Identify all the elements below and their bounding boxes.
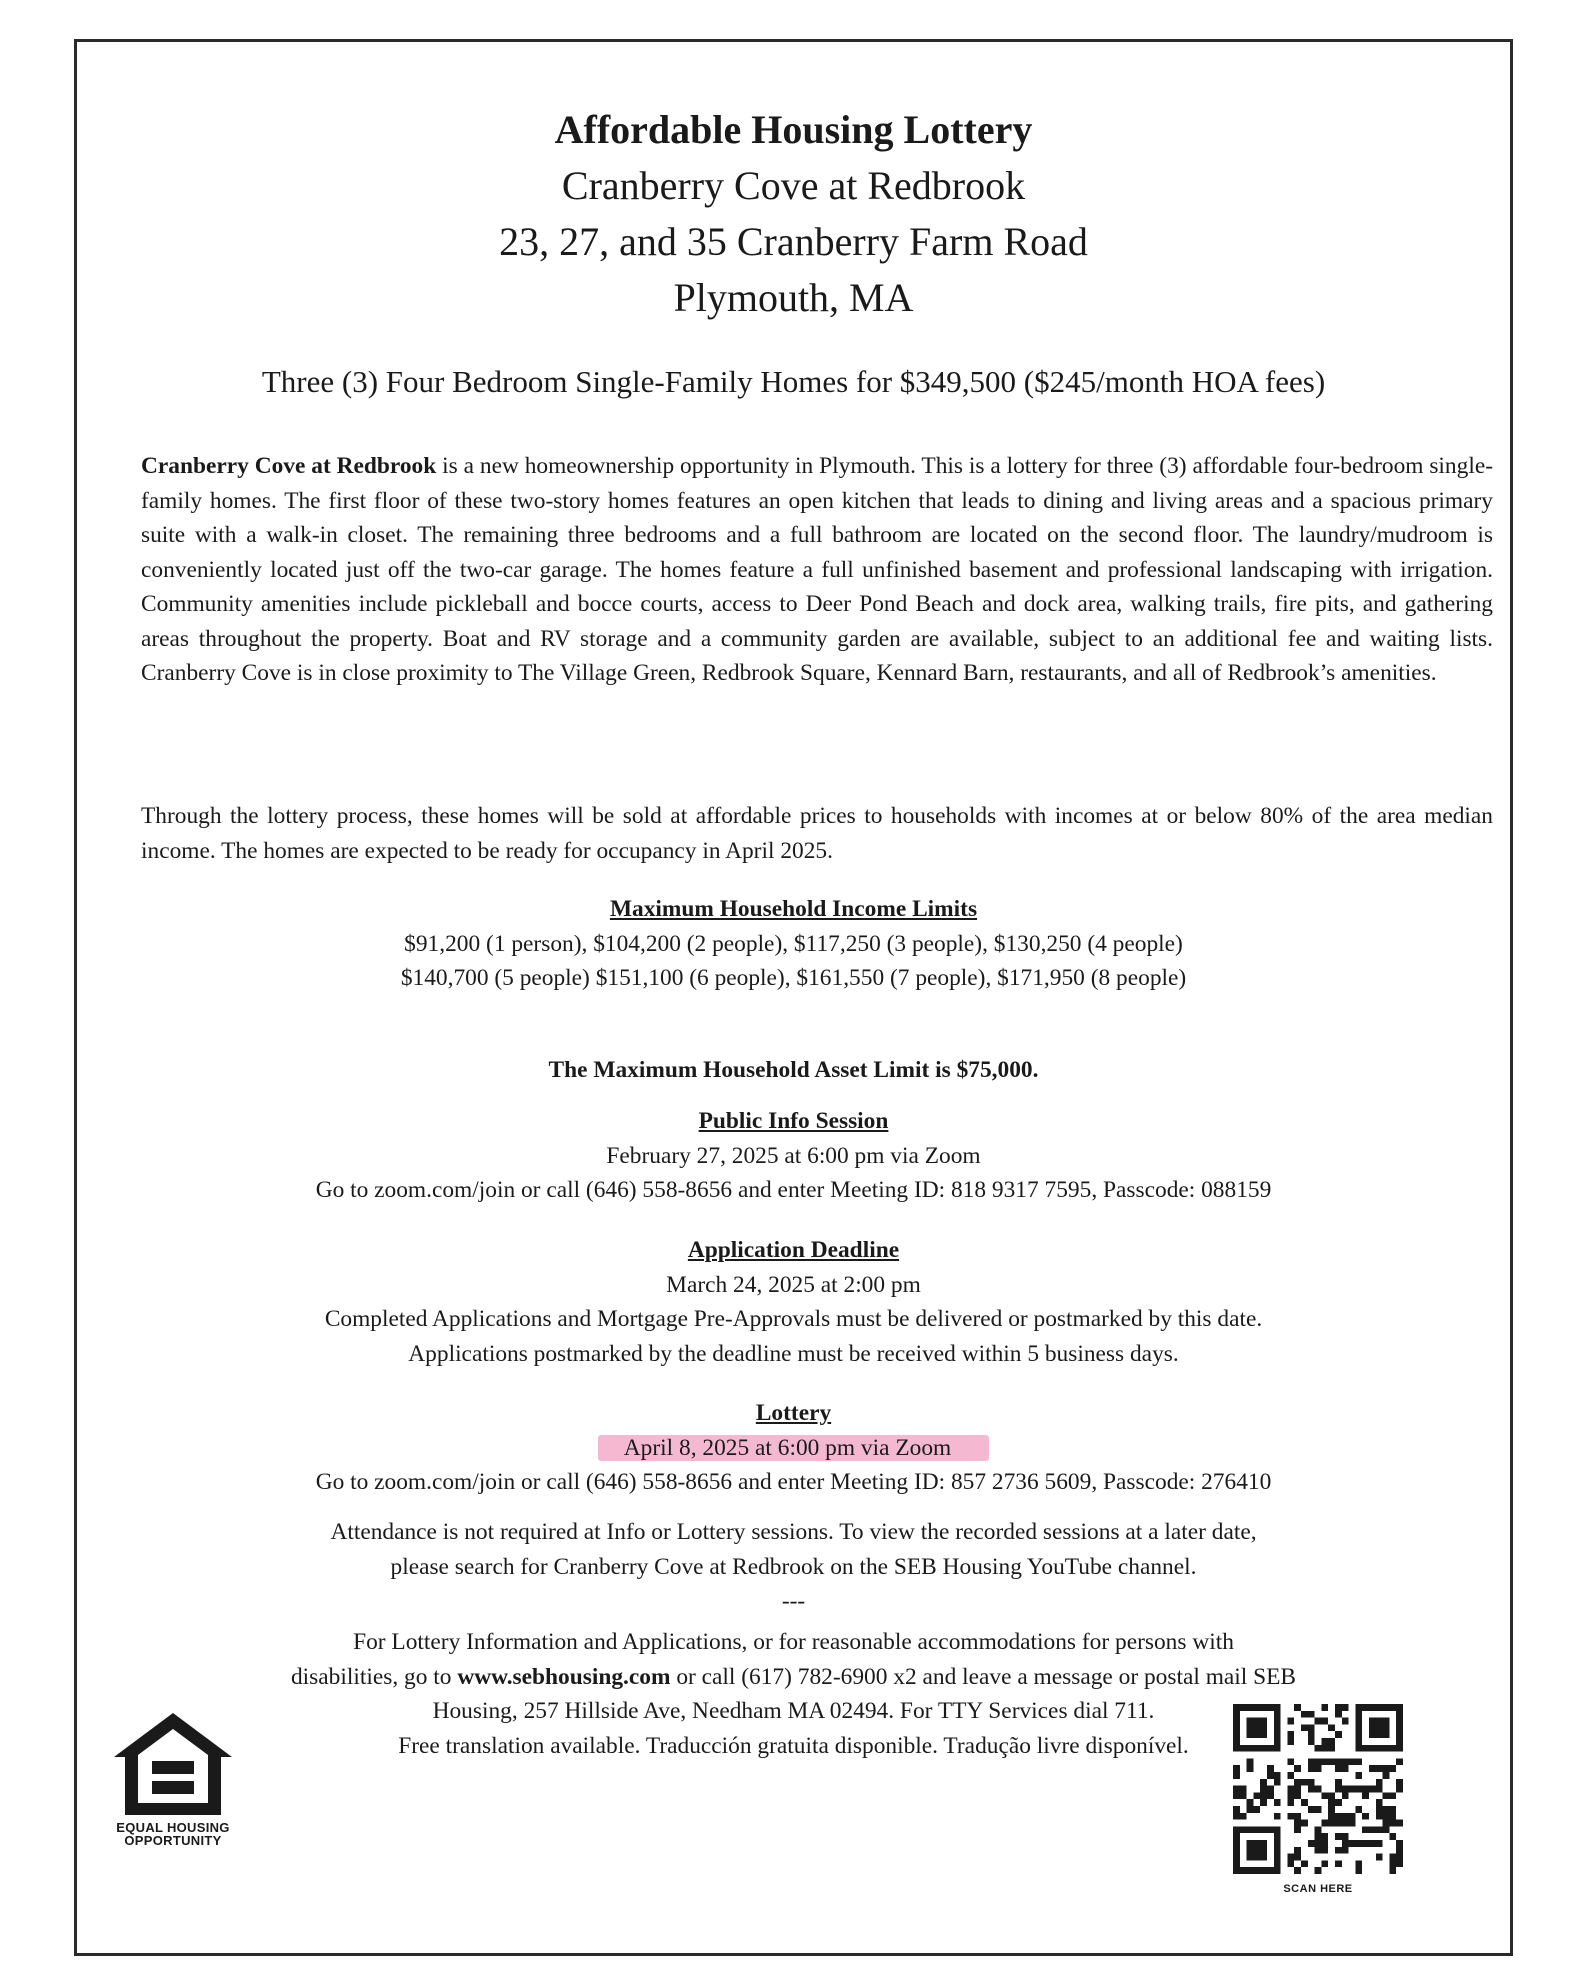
deadline-note: Applications postmarked by the deadline must be received within 5 business days.	[408, 1340, 1179, 1367]
asset-limit: The Maximum Household Asset Limit is $75,000.	[548, 1057, 1039, 1083]
attendance-section	[77, 1515, 1510, 1619]
deadline-heading: Application Deadline	[687, 1237, 900, 1263]
project-address: 23, 27, and 35 Cranberry Farm Road	[499, 219, 1088, 264]
footer-line	[77, 1660, 1510, 1695]
document-title: Affordable Housing Lottery	[554, 107, 1033, 152]
lottery-section	[77, 1396, 1510, 1500]
separator: ---	[781, 1588, 806, 1614]
deadline-note: Completed Applications and Mortgage Pre-Approvals must be delivered or postmarked by this date.	[324, 1306, 1263, 1332]
process-paragraph: Through the lottery process, these homes will be sold at affordable prices to households with incomes at or below 80% of the area median income. The homes are expected to be ready for occupancy in April 2025.	[141, 803, 1493, 864]
footer-line: Free translation available. Traducción gratuita disponible. Tradução livre disponível.	[398, 1732, 1189, 1759]
logo-text: OPPORTUNITY	[124, 1833, 222, 1848]
intro-body: is a new homeownership opportunity in Plymouth. This is a lottery for three (3) affordable four-bedroom single-family homes. The first floor of these two-story homes features an open kitchen that leads to dining and living areas and a spacious primary suite with a walk-in closet. The remaining three bedrooms and a full bathroom are located on the second floor. The laundry/mudroom is conveniently located just off the two-car garage. The homes feature a full unfinished basement and professional landscaping with irrigation. Community amenities include pickleball and bocce courts, access to Deer Pond Beach and dock area, walking trails, fire pits, and gathering areas throughout the property. Boat and RV storage and a community garden are available, subject to an additional fee and waiting lists. Cranberry Cove is in close proximity to The Village Green, Redbrook Square, Kennard Barn, restaurants, and all of Redbrook’s amenities.	[141, 453, 1493, 686]
info-session-heading: Public Info Session	[698, 1108, 889, 1134]
attendance-line: Attendance is not required at Info or Lottery sessions. To view the recorded sessions at a later date,	[330, 1519, 1257, 1545]
income-limits-heading: Maximum Household Income Limits	[609, 896, 978, 922]
info-session-section	[77, 1104, 1510, 1208]
deadline-section	[77, 1233, 1510, 1371]
footer-text: disabilities, go to	[290, 1663, 458, 1690]
lottery-how: Go to zoom.com/join or call (646) 558-8656 and enter Meeting ID: 857 2736 5609, Passcode: 276410	[315, 1469, 1272, 1495]
intro-paragraph	[141, 449, 1493, 691]
intro-lead: Cranberry Cove at Redbrook	[141, 453, 437, 479]
income-limits-line: $140,700 (5 people) $151,100 (6 people), $161,550 (7 people), $171,950 (8 people)	[400, 965, 1187, 991]
footer-text: or call (617) 782-6900 x2 and leave a message or postal mail SEB	[670, 1663, 1297, 1690]
equal-housing-icon	[108, 1709, 238, 1819]
footer-line: Housing, 257 Hillside Ave, Needham MA 02494. For TTY Services dial 711.	[432, 1698, 1155, 1724]
income-limits-section	[77, 892, 1510, 996]
lottery-when-highlight: April 8, 2025 at 6:00 pm via Zoom	[598, 1435, 989, 1461]
deadline-when: March 24, 2025 at 2:00 pm	[666, 1271, 921, 1298]
website-link[interactable]: www.sebhousing.com	[457, 1663, 671, 1690]
info-session-how: Go to zoom.com/join or call (646) 558-8656 and enter Meeting ID: 818 9317 7595, Passcode: 088159	[315, 1177, 1272, 1203]
income-limits-line: $91,200 (1 person), $104,200 (2 people), $117,250 (3 people), $130,250 (4 people)	[404, 930, 1183, 957]
info-session-when: February 27, 2025 at 6:00 pm via Zoom	[606, 1142, 981, 1169]
scan-here-label: SCAN HERE	[1283, 1883, 1353, 1895]
footer-line: For Lottery Information and Applications, or for reasonable accommodations for persons with	[353, 1629, 1234, 1655]
attendance-line: please search for Cranberry Cove at Redbrook on the SEB Housing YouTube channel.	[390, 1553, 1197, 1580]
equal-housing-logo	[108, 1709, 238, 1859]
header	[77, 102, 1510, 326]
project-city: Plymouth, MA	[673, 275, 914, 320]
qr-code-icon[interactable]	[1233, 1704, 1403, 1874]
project-name: Cranberry Cove at Redbrook	[561, 163, 1026, 208]
document-frame	[74, 39, 1513, 1956]
subheading: Three (3) Four Bedroom Single-Family Homes for $349,500 ($245/month HOA fees)	[261, 364, 1326, 399]
logo-text: EQUAL HOUSING	[116, 1820, 230, 1835]
lottery-heading: Lottery	[755, 1400, 832, 1426]
